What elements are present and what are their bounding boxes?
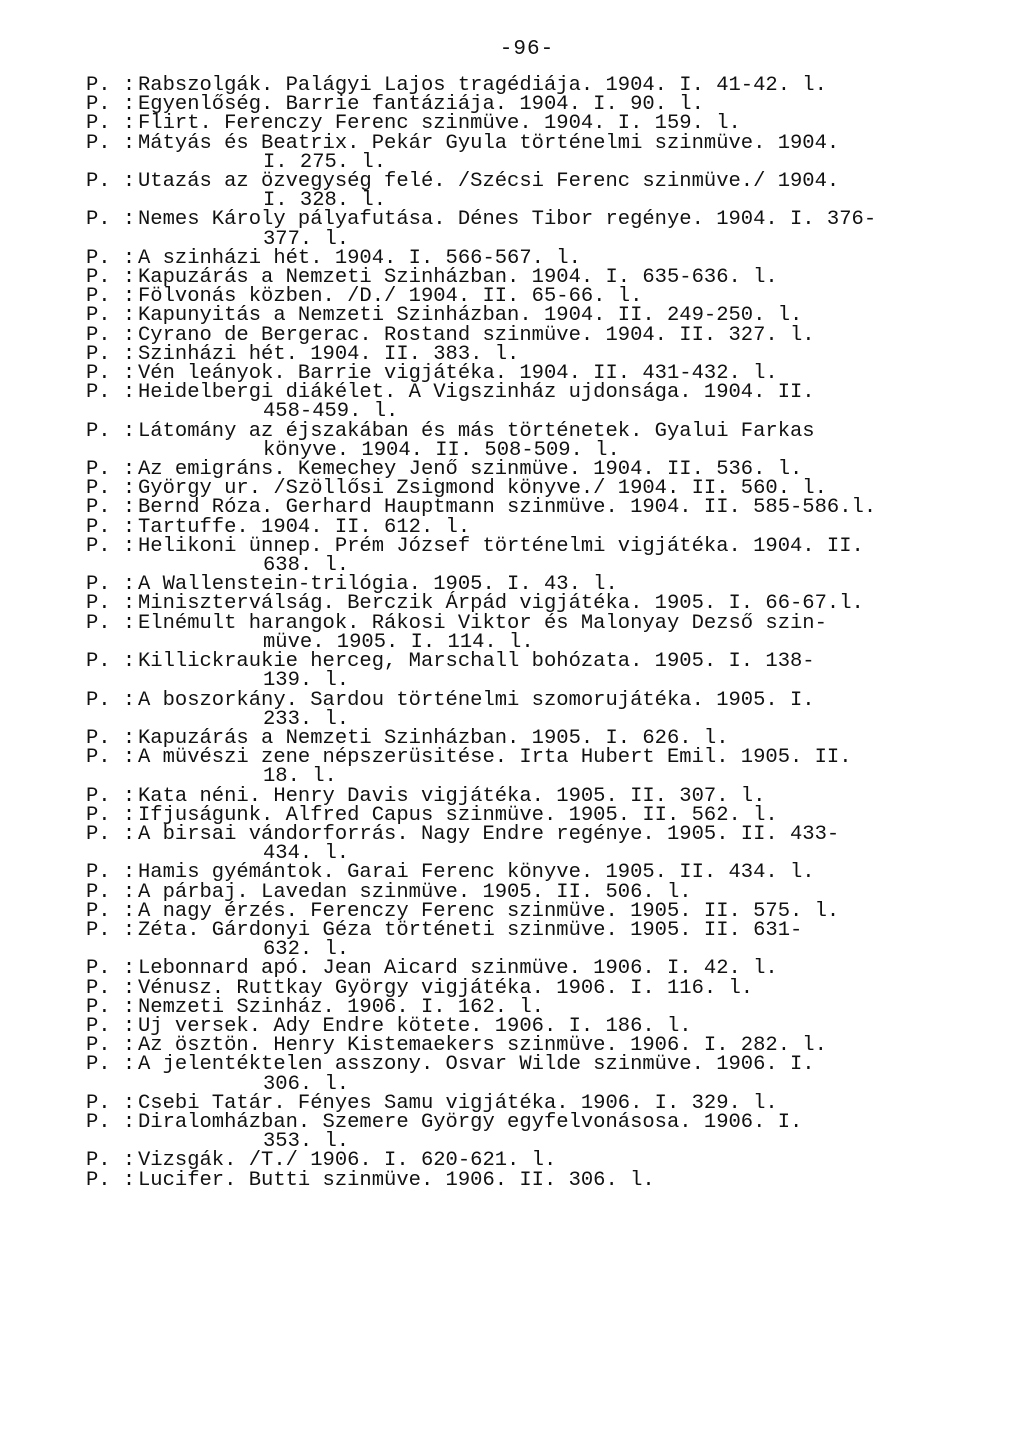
entry-first-line: Vizsgák. /T./ 1906. I. 620-621. l.	[138, 1149, 557, 1173]
entry-first-line: Utazás az özvegység felé. /Szécsi Ferenc szinmüve./ 1904.	[138, 170, 840, 194]
entry-text	[138, 304, 986, 328]
entry-text	[138, 688, 986, 731]
entry-first-line: Nemes Károly pályafutása. Dénes Tibor regénye. 1904. I. 376-	[138, 208, 877, 232]
entry-text	[138, 976, 986, 1000]
bibliography-entry	[86, 918, 986, 962]
entry-prefix: P. :	[86, 650, 136, 674]
entry-first-line: Killickraukie herceg, Marschall bohózata. 1905. I. 138-	[138, 650, 815, 674]
entry-prefix: P. :	[86, 1168, 136, 1192]
entry-text	[138, 131, 986, 174]
entry-continuation-line: 18. l.	[263, 765, 337, 789]
entry-text	[138, 419, 986, 462]
bibliography-entry	[86, 170, 986, 213]
entry-first-line: Kapuzárás a Nemzeti Szinházban. 1904. I. 635-636. l.	[138, 266, 778, 290]
entry-first-line: A boszorkány. Sardou történelmi szomorujátéka. 1905. I.	[138, 688, 815, 712]
entry-first-line: Tartuffe. 1904. II. 612. l.	[138, 515, 471, 539]
entry-first-line: Ifjuságunk. Alfred Capus szinmüve. 1905. II. 562. l.	[138, 803, 778, 827]
entry-first-line: Látomány az éjszakában és más történetek. Gyalui Farkas	[138, 419, 815, 443]
entry-prefix: P. :	[86, 323, 136, 347]
bibliography-entry	[86, 746, 986, 789]
bibliography-entry	[86, 112, 986, 136]
entry-first-line: Kapunyitás a Nemzeti Szinházban. 1904. II. 249-250. l.	[138, 304, 803, 328]
entry-text	[138, 381, 986, 424]
entry-prefix: P. :	[86, 93, 136, 117]
entry-first-line: Az ösztön. Henry Kistemaekers szinmüve. 1906. I. 282. l.	[138, 1034, 827, 1058]
entry-text	[138, 534, 986, 578]
bibliography-entry	[86, 304, 986, 328]
entry-text	[138, 880, 986, 904]
bibliography-entry	[86, 208, 986, 251]
bibliography-list	[86, 76, 986, 1190]
entry-first-line: Miniszterválság. Berczik Árpád vigjátéka. 1905. I. 66-67.l.	[138, 592, 864, 616]
bibliography-entry	[86, 534, 986, 578]
entry-prefix: P. :	[86, 419, 136, 443]
entry-prefix: P. :	[86, 534, 136, 558]
entry-first-line: A birsai vándorforrás. Nagy Endre regénye. 1905. II. 433-	[138, 822, 840, 846]
entry-first-line: A Wallenstein-trilógia. 1905. I. 43. l.	[138, 573, 618, 597]
entry-prefix: P. :	[86, 74, 136, 97]
entry-first-line: Heidelbergi diákélet. A Vigszinház ujdonsága. 1904. II.	[138, 381, 815, 405]
entry-prefix: P. :	[86, 1110, 136, 1134]
bibliography-entry	[86, 650, 986, 693]
entry-prefix: P. :	[86, 342, 136, 366]
bibliography-entry	[86, 880, 986, 904]
bibliography-entry	[86, 323, 986, 347]
entry-prefix: P. :	[86, 1014, 136, 1038]
entry-prefix: P. :	[86, 1053, 136, 1077]
bibliography-entry	[86, 381, 986, 424]
entry-prefix: P. :	[86, 803, 136, 827]
entry-text	[138, 515, 986, 539]
entry-text	[138, 822, 986, 866]
entry-first-line: A szinházi hét. 1904. I. 566-567. l.	[138, 246, 581, 270]
entry-prefix: P. :	[86, 746, 136, 770]
entry-prefix: P. :	[86, 1034, 136, 1058]
entry-first-line: Lucifer. Butti szinmüve. 1906. II. 306. l.	[138, 1168, 655, 1192]
entry-text	[138, 323, 986, 347]
entry-text	[138, 650, 986, 693]
entry-first-line: Vénusz. Ruttkay György vigjátéka. 1906. I. 116. l.	[138, 976, 754, 1000]
entry-continuation-line: I. 275. l.	[263, 150, 387, 174]
bibliography-entry	[86, 1149, 986, 1173]
entry-prefix: P. :	[86, 496, 136, 520]
entry-prefix: P. :	[86, 822, 136, 846]
bibliography-entry	[86, 515, 986, 539]
entry-first-line: Cyrano de Bergerac. Rostand szinmüve. 1904. II. 327. l.	[138, 323, 815, 347]
entry-first-line: Elnémult harangok. Rákosi Viktor és Malonyay Dezső szin-	[138, 611, 827, 635]
entry-continuation-line: 139. l.	[263, 669, 350, 693]
entry-first-line: Mátyás és Beatrix. Pekár Gyula történelmi szinmüve. 1904.	[138, 131, 840, 155]
page-number: -96-	[499, 38, 555, 61]
entry-prefix: P. :	[86, 131, 136, 155]
entry-prefix: P. :	[86, 1091, 136, 1115]
entry-text	[138, 1168, 986, 1192]
entry-prefix: P. :	[86, 170, 136, 194]
entry-prefix: P. :	[86, 477, 136, 501]
entry-prefix: P. :	[86, 976, 136, 1000]
entry-first-line: Csebi Tatár. Fényes Samu vigjátéka. 1906. I. 329. l.	[138, 1091, 778, 1115]
entry-first-line: A nagy érzés. Ferenczy Ferenc szinmüve. 1905. II. 575. l.	[138, 899, 840, 923]
entry-first-line: Hamis gyémántok. Garai Ferenc könyve. 1905. II. 434. l.	[138, 861, 815, 885]
entry-text	[138, 861, 986, 885]
entry-continuation-line: müve. 1905. I. 114. l.	[263, 630, 534, 654]
entry-prefix: P. :	[86, 304, 136, 328]
entry-first-line: A müvészi zene népszerüsitése. Irta Hubert Emil. 1905. II.	[138, 746, 852, 770]
entry-continuation-line: I. 328. l.	[263, 189, 387, 213]
entry-continuation-line: 306. l.	[263, 1072, 350, 1096]
bibliography-entry	[86, 822, 986, 866]
bibliography-entry	[86, 688, 986, 731]
entry-prefix: P. :	[86, 784, 136, 808]
entry-first-line: Rabszolgák. Palágyi Lajos tragédiája. 1904. I. 41-42. l.	[138, 74, 827, 97]
bibliography-entry	[86, 784, 986, 808]
entry-first-line: Flirt. Ferenczy Ferenc szinmüve. 1904. I. 159. l.	[138, 112, 741, 136]
entry-first-line: Vén leányok. Barrie vigjátéka. 1904. II. 431-432. l.	[138, 362, 778, 386]
entry-text	[138, 208, 986, 251]
bibliography-entry	[86, 611, 986, 654]
entry-text	[138, 170, 986, 213]
entry-prefix: P. :	[86, 458, 136, 482]
entry-text	[138, 746, 986, 789]
entry-prefix: P. :	[86, 918, 136, 942]
entry-prefix: P. :	[86, 285, 136, 309]
entry-text	[138, 611, 986, 654]
entry-prefix: P. :	[86, 573, 136, 597]
entry-text	[138, 918, 986, 962]
entry-prefix: P. :	[86, 880, 136, 904]
entry-prefix: P. :	[86, 246, 136, 270]
entry-continuation-line: 353. l.	[263, 1130, 350, 1154]
entry-text	[138, 784, 986, 808]
bibliography-entry	[86, 592, 986, 616]
entry-prefix: P. :	[86, 688, 136, 712]
entry-text	[138, 1110, 986, 1154]
entry-continuation-line: 233. l.	[263, 707, 350, 731]
entry-prefix: P. :	[86, 208, 136, 232]
entry-first-line: Kapuzárás a Nemzeti Szinházban. 1905. I. 626. l.	[138, 726, 729, 750]
entry-continuation-line: 638. l.	[263, 554, 350, 578]
entry-prefix: P. :	[86, 592, 136, 616]
entry-text	[138, 1149, 986, 1173]
entry-prefix: P. :	[86, 899, 136, 923]
entry-text	[138, 957, 986, 981]
entry-prefix: P. :	[86, 362, 136, 386]
bibliography-entry	[86, 1053, 986, 1096]
entry-first-line: Nemzeti Szinház. 1906. I. 162. l.	[138, 995, 544, 1019]
bibliography-entry	[86, 976, 986, 1000]
entry-continuation-line: 458-459. l.	[263, 400, 399, 424]
entry-prefix: P. :	[86, 515, 136, 539]
bibliography-entry	[86, 1168, 986, 1192]
entry-prefix: P. :	[86, 266, 136, 290]
entry-first-line: Szinházi hét. 1904. II. 383. l.	[138, 342, 520, 366]
entry-prefix: P. :	[86, 381, 136, 405]
entry-prefix: P. :	[86, 611, 136, 635]
entry-first-line: Helikoni ünnep. Prém József történelmi vigjátéka. 1904. II.	[138, 534, 864, 558]
entry-prefix: P. :	[86, 726, 136, 750]
entry-first-line: Egyenlőség. Barrie fantáziája. 1904. I. 90. l.	[138, 93, 704, 117]
entry-text	[138, 496, 986, 520]
entry-continuation-line: 632. l.	[263, 938, 350, 962]
entry-continuation-line: könyve. 1904. II. 508-509. l.	[263, 438, 620, 462]
entry-first-line: A jelentéktelen asszony. Osvar Wilde szinmüve. 1906. I.	[138, 1053, 815, 1077]
entry-prefix: P. :	[86, 995, 136, 1019]
entry-first-line: György ur. /Szöllősi Zsigmond könyve./ 1904. II. 560. l.	[138, 477, 827, 501]
entry-prefix: P. :	[86, 1149, 136, 1173]
entry-first-line: Bernd Róza. Gerhard Hauptmann szinmüve. 1904. II. 585-586.l.	[138, 496, 877, 520]
entry-continuation-line: 434. l.	[263, 842, 350, 866]
entry-text	[138, 1053, 986, 1096]
entry-first-line: Diralomházban. Szemere György egyfelvonásosa. 1906. I.	[138, 1110, 803, 1134]
entry-first-line: Zéta. Gárdonyi Géza történeti szinmüve. 1905. II. 631-	[138, 918, 803, 942]
bibliography-entry	[86, 496, 986, 520]
entry-text	[138, 112, 986, 136]
entry-text	[138, 592, 986, 616]
entry-first-line: Az emigráns. Kemechey Jenő szinmüve. 1904. II. 536. l.	[138, 458, 803, 482]
entry-first-line: Kata néni. Henry Davis vigjátéka. 1905. II. 307. l.	[138, 784, 766, 808]
bibliography-entry	[86, 1110, 986, 1154]
entry-prefix: P. :	[86, 112, 136, 136]
bibliography-entry	[86, 861, 986, 885]
bibliography-entry	[86, 419, 986, 462]
entry-first-line: Lebonnard apó. Jean Aicard szinmüve. 1906. I. 42. l.	[138, 957, 778, 981]
entry-first-line: A párbaj. Lavedan szinmüve. 1905. II. 506. l.	[138, 880, 692, 904]
entry-continuation-line: 377. l.	[263, 227, 350, 251]
entry-first-line: Fölvonás közben. /D./ 1904. II. 65-66. l.	[138, 285, 643, 309]
entry-prefix: P. :	[86, 861, 136, 885]
bibliography-entry	[86, 131, 986, 174]
entry-first-line: Uj versek. Ady Endre kötete. 1906. I. 186. l.	[138, 1014, 692, 1038]
entry-prefix: P. :	[86, 957, 136, 981]
bibliography-entry	[86, 957, 986, 981]
